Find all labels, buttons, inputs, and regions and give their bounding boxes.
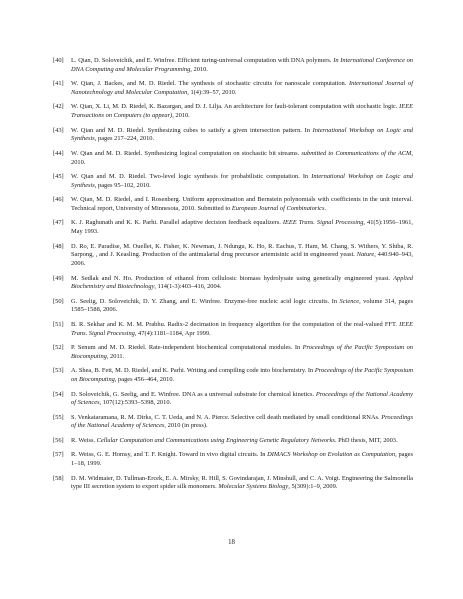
reference-text: [71, 298, 413, 315]
reference-venue: IEEE Transactions on Computers (to appear): [71, 103, 413, 120]
reference-text: [71, 57, 413, 74]
reference-entry: [53, 243, 413, 269]
reference-authors-title: D. Ro, E. Paradise, M. Ouellet, K. Fisher, K. Newman, J. Ndungu, K. Ho, R. Eachus, T. Ham, M. Chang, S. Withers, Y. Shiba, R. Sarpong, , and J. Keasling. Production of the antimalarial drug precursor artemisinic acid in engineered yeast.: [71, 242, 413, 259]
reference-authors-title: G. Seelig, D. Soloveichik, D. Y. Zhang, and E. Winfree. Enzyme-free nucleic acid logic circuits. In: [71, 297, 340, 305]
reference-entry: [53, 475, 413, 492]
reference-authors-title: A. Shea, B. Fett, M. D. Riedel, and K. Parhi. Writing and compiling code into biochemistry. In: [71, 367, 315, 375]
reference-number: [56]: [53, 436, 64, 444]
reference-venue: Molecular Systems Biology: [218, 483, 289, 491]
reference-text: [71, 414, 413, 431]
reference-venue: Proceedings of the National Academy of Sciences: [71, 413, 413, 430]
reference-number: [41]: [53, 80, 64, 88]
reference-text: [71, 80, 413, 97]
reference-authors-title: R. Weiss.: [71, 436, 97, 444]
reference-number: [42]: [53, 103, 64, 111]
reference-entry: [53, 80, 413, 97]
reference-details: , volume 314, pages 1585–1588, 2006.: [71, 297, 413, 314]
reference-authors-title: W. Qian and M. D. Riedel. Two-level logic synthesis for probabilistic computation. In: [71, 173, 312, 181]
reference-authors-title: R. Weiss, G. E. Homsy, and T. F. Knight. Toward in vivo digital circuits. In: [71, 451, 268, 459]
reference-authors-title: W. Qian, X. Li, M. D. Riedel, K. Bazargan, and D. J. Lilja. An architecture for fault-tolerant computation with stochastic logic.: [71, 103, 400, 111]
reference-number: [44]: [53, 149, 64, 157]
reference-venue: Proceedings of the Pacific Symposium on Biocomputing: [71, 367, 413, 384]
reference-number: [53]: [53, 367, 64, 375]
reference-text: [71, 367, 413, 384]
reference-venue: Applied Biochemistry and Biotechnology: [71, 274, 413, 291]
reference-text: [71, 437, 413, 446]
reference-number: [50]: [53, 297, 64, 305]
reference-details: , 2010.: [172, 112, 190, 120]
reference-entry: [53, 344, 413, 361]
reference-details: , 2010.: [71, 149, 413, 166]
reference-text: [71, 475, 413, 492]
page-number: 18: [228, 539, 235, 546]
reference-authors-title: P. Senum and M. D. Riedel. Rate-independent biochemical computational modules. In: [71, 344, 303, 352]
reference-entry: [53, 196, 413, 213]
reference-authors-title: W. Qian and M. D. Riedel. Synthesizing logical computation on stochastic bit streams.: [71, 149, 302, 157]
reference-text: [71, 196, 413, 213]
reference-entry: [53, 451, 413, 468]
reference-venue: International Workshop on Logic and Synthesis: [71, 126, 413, 143]
reference-details: , 2011.: [106, 352, 125, 360]
reference-details: , pages 95–102, 2010.: [94, 181, 151, 189]
reference-venue: Proceedings of the National Academy of Sciences: [71, 390, 413, 407]
reference-entry: [53, 103, 413, 120]
reference-venue: DIMACS Workshop on Evolution as Computation: [267, 451, 396, 459]
reference-venue: IEEE Trans. Signal Processing: [282, 219, 364, 227]
reference-entry: [53, 414, 413, 431]
reference-venue: International Workshop on Logic and Synthesis: [71, 173, 413, 189]
reference-details: , 47(4):1181–1184, Apr 1999.: [134, 329, 211, 337]
reference-text: [71, 150, 413, 167]
reference-text: [71, 344, 413, 361]
reference-venue: Cellular Computation and Communications using Engineering Genetic Regulatory Networks: [96, 436, 335, 444]
reference-authors-title: B. R. Sekhar and K. M. M. Prabhu. Radix-2 decimation in frequency algorithm for the computation of the real-valued FFT.: [71, 320, 400, 328]
reference-text: [71, 127, 413, 144]
reference-details: .: [324, 204, 327, 212]
reference-venue: Proceedings of the Pacific Symposium on Biocomputing: [71, 344, 413, 360]
reference-authors-title: D. Soloveichik, G. Seelig, and E. Winfree. DNA as a universal substrate for chemical kinetics.: [71, 390, 316, 398]
reference-text: [71, 173, 413, 190]
reference-details: , 5(309):1–9, 2009.: [288, 483, 338, 491]
reference-venue: European Journal of Combinatorics: [231, 204, 325, 212]
reference-venue: International Journal of Nanotechnology and Molecular Computation: [71, 80, 413, 96]
reference-entry: [53, 173, 413, 190]
reference-entry: [53, 127, 413, 144]
reference-details: , 440:940–943, 2006.: [71, 251, 413, 268]
reference-number: [48]: [53, 242, 64, 250]
reference-number: [57]: [53, 451, 64, 459]
reference-number: [54]: [53, 390, 64, 398]
reference-details: , 41(5):1956–1961, May 1993.: [71, 219, 414, 236]
reference-entry: [53, 391, 413, 408]
reference-authors-title: M. Sedlak and N. Ho. Production of ethanol from cellulosic biomass hydrolysate using genetically engineered yeast.: [71, 274, 394, 282]
reference-details: . PhD thesis, MIT, 2003.: [334, 436, 398, 444]
reference-details: , 114(1-3):403–416, 2004.: [154, 283, 222, 291]
reference-entry: [53, 298, 413, 315]
reference-authors-title: L. Qian, D. Soloveichik, and E. Winfree. Efficient turing-universal computation with DNA polymers.: [71, 57, 334, 64]
reference-details: , 1(4):39–57, 2010.: [187, 88, 237, 96]
reference-details: , pages 1–18, 1999.: [71, 451, 413, 468]
reference-text: [71, 321, 413, 338]
reference-entry: [53, 367, 413, 384]
reference-details: , 2010.: [190, 65, 208, 73]
reference-details: , pages 217–224, 2010.: [94, 135, 155, 143]
reference-authors-title: W. Qian, M. D. Riedel, and I. Rosenberg. Uniform approximation and Bernstein polynomials with coefficients in the unit interval. Technical report, University of Minnesota, 2010. Submitted to: [71, 196, 413, 212]
reference-authors-title: D. M. Widmaier, D. Tullman-Ercek, E. A. Mirsky, R. Hill, S. Govindarajan, J. Minshull, and C. A. Voigt. Engineering the Salmonella type III secretion system to export spider silk monomers.: [71, 474, 413, 491]
reference-entry: [53, 219, 413, 236]
reference-venue: In International Conference on DNA Computing and Molecular Programming: [71, 57, 414, 73]
reference-authors-title: W. Qian, J. Backes, and M. D. Riedel. The synthesis of stochastic circuits for nanoscale computation.: [71, 80, 350, 88]
reference-number: [51]: [53, 320, 64, 328]
reference-text: [71, 451, 413, 468]
reference-details: , 107(12):5393–5398, 2010.: [99, 399, 172, 407]
reference-entry: [53, 150, 413, 167]
reference-number: [58]: [53, 474, 64, 482]
reference-venue: IEEE Trans. Signal Processing: [71, 320, 413, 337]
reference-authors-title: K. J. Raghunath and K. K. Parhi. Parallel adaptive decision feedback equalizers.: [71, 219, 283, 227]
reference-list: [53, 57, 413, 498]
reference-number: [40]: [53, 57, 64, 64]
reference-venue: Nature: [356, 251, 375, 259]
reference-details: , 2010 (in press).: [164, 422, 208, 430]
reference-authors-title: W. Qian and M. D. Riedel. Synthesizing cubes to satisfy a given intersection pattern. In: [71, 126, 313, 134]
reference-text: [71, 103, 413, 120]
reference-text: [71, 391, 413, 408]
reference-text: [71, 219, 413, 236]
reference-venue: submitted to Communications of the ACM: [301, 149, 412, 157]
reference-venue: Science: [339, 297, 360, 305]
reference-number: [55]: [53, 413, 64, 421]
reference-entry: [53, 437, 413, 446]
reference-number: [46]: [53, 196, 64, 204]
reference-number: [47]: [53, 219, 64, 227]
reference-number: [49]: [53, 274, 64, 282]
reference-entry: [53, 275, 413, 292]
reference-number: [45]: [53, 173, 64, 181]
reference-details: , pages 456–464, 2010.: [114, 376, 175, 384]
reference-entry: [53, 57, 413, 74]
reference-text: [71, 275, 413, 292]
reference-number: [43]: [53, 126, 64, 134]
reference-entry: [53, 321, 413, 338]
reference-number: [52]: [53, 344, 64, 352]
reference-text: [71, 243, 413, 269]
reference-authors-title: S. Venkataramana, R. M. Dirks, C. T. Ueda, and N. A. Pierce. Selective cell death mediated by small conditional RNAs.: [71, 413, 382, 421]
